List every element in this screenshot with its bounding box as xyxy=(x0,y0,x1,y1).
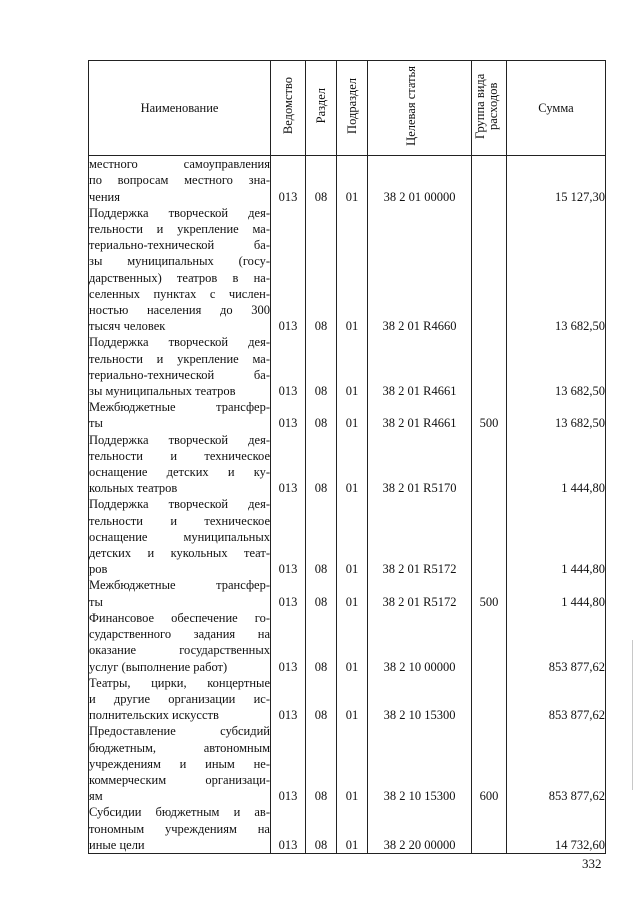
cell-subsection: 01 xyxy=(337,399,368,431)
cell-name xyxy=(89,577,271,609)
cell-target: 38 2 01 R5172 xyxy=(368,496,472,577)
cell-department: 013 xyxy=(271,675,306,724)
name-line: селенных пунктах с числен- xyxy=(89,286,270,301)
table-row xyxy=(89,723,606,804)
cell-name xyxy=(89,334,271,399)
cell-target: 38 2 01 R4661 xyxy=(368,334,472,399)
cell-section: 08 xyxy=(306,496,337,577)
cell-subsection: 01 xyxy=(337,577,368,609)
cell-name xyxy=(89,610,271,675)
header-amount: Сумма xyxy=(507,61,606,156)
cell-name xyxy=(89,432,271,497)
name-line: Субсидии бюджетным и ав- xyxy=(89,805,270,820)
cell-department: 013 xyxy=(271,432,306,497)
header-subsection: Подраздел xyxy=(337,61,368,156)
cell-subsection: 01 xyxy=(337,675,368,724)
cell-amount: 853 877,62 xyxy=(507,610,606,675)
name-line: оснащение детских и ку- xyxy=(89,465,270,480)
cell-expense-group: 500 xyxy=(472,577,507,609)
cell-expense-group xyxy=(472,675,507,724)
name-line: тономным учреждениям на xyxy=(89,821,270,836)
cell-target: 38 2 01 R4660 xyxy=(368,205,472,335)
name-line: услуг (выполнение работ) xyxy=(89,659,228,674)
name-line: тельности и укрепление ма- xyxy=(89,222,270,237)
cell-department: 013 xyxy=(271,399,306,431)
cell-target: 38 2 01 00000 xyxy=(368,156,472,205)
cell-amount: 853 877,62 xyxy=(507,675,606,724)
header-target: Целевая статья xyxy=(368,61,472,156)
cell-subsection: 01 xyxy=(337,496,368,577)
cell-section: 08 xyxy=(306,675,337,724)
cell-section: 08 xyxy=(306,334,337,399)
cell-expense-group xyxy=(472,804,507,853)
cell-department: 013 xyxy=(271,496,306,577)
cell-target: 38 2 10 15300 xyxy=(368,723,472,804)
cell-target: 38 2 01 R4661 xyxy=(368,399,472,431)
cell-department: 013 xyxy=(271,610,306,675)
name-line: по вопросам местного зна- xyxy=(89,173,270,188)
name-line: детских и кукольных теат- xyxy=(89,546,270,561)
header-section: Раздел xyxy=(306,61,337,156)
name-line: полнительских искусств xyxy=(89,708,219,723)
cell-amount: 1 444,80 xyxy=(507,496,606,577)
table-header-row xyxy=(89,61,606,156)
budget-table xyxy=(88,60,606,854)
cell-section: 08 xyxy=(306,399,337,431)
name-line: Поддержка творческой дея- xyxy=(89,335,270,350)
cell-target: 38 2 01 R5172 xyxy=(368,577,472,609)
cell-name xyxy=(89,496,271,577)
cell-section: 08 xyxy=(306,156,337,205)
cell-target: 38 2 01 R5170 xyxy=(368,432,472,497)
cell-subsection: 01 xyxy=(337,723,368,804)
cell-name xyxy=(89,205,271,335)
name-line: Межбюджетные трансфер- xyxy=(89,400,270,415)
table-row xyxy=(89,334,606,399)
cell-department: 013 xyxy=(271,334,306,399)
name-line: ям xyxy=(89,789,103,804)
name-line: ров xyxy=(89,562,108,577)
table-row xyxy=(89,675,606,724)
cell-subsection: 01 xyxy=(337,156,368,205)
name-line: Предоставление субсидий xyxy=(89,724,270,739)
name-line: ностью населения до 300 xyxy=(89,303,270,318)
cell-amount: 13 682,50 xyxy=(507,205,606,335)
name-line: Поддержка творческой дея- xyxy=(89,432,270,447)
name-line: коммерческим организаци- xyxy=(89,772,270,787)
name-line: иные цели xyxy=(89,837,145,852)
cell-department: 013 xyxy=(271,156,306,205)
cell-subsection: 01 xyxy=(337,804,368,853)
cell-section: 08 xyxy=(306,205,337,335)
cell-amount: 1 444,80 xyxy=(507,432,606,497)
cell-amount: 13 682,50 xyxy=(507,399,606,431)
cell-section: 08 xyxy=(306,610,337,675)
cell-department: 013 xyxy=(271,804,306,853)
name-line: Поддержка творческой дея- xyxy=(89,497,270,512)
cell-amount: 14 732,60 xyxy=(507,804,606,853)
margin-mark xyxy=(632,640,633,790)
cell-target: 38 2 10 15300 xyxy=(368,675,472,724)
cell-subsection: 01 xyxy=(337,432,368,497)
cell-section: 08 xyxy=(306,804,337,853)
table-row xyxy=(89,205,606,335)
cell-amount: 13 682,50 xyxy=(507,334,606,399)
cell-expense-group xyxy=(472,432,507,497)
cell-section: 08 xyxy=(306,432,337,497)
name-line: териально-технической ба- xyxy=(89,367,270,382)
cell-amount: 853 877,62 xyxy=(507,723,606,804)
table-row xyxy=(89,577,606,609)
cell-name xyxy=(89,399,271,431)
name-line: ты xyxy=(89,594,103,609)
name-line: кольных театров xyxy=(89,481,178,496)
cell-expense-group: 500 xyxy=(472,399,507,431)
cell-expense-group xyxy=(472,156,507,205)
cell-subsection: 01 xyxy=(337,205,368,335)
name-line: оказание государственных xyxy=(89,643,270,658)
cell-section: 08 xyxy=(306,577,337,609)
name-line: местного самоуправления xyxy=(89,157,270,172)
cell-amount: 1 444,80 xyxy=(507,577,606,609)
name-line: и другие организации ис- xyxy=(89,691,270,706)
table-row xyxy=(89,496,606,577)
header-expense-group: Группа вида расходов xyxy=(472,61,507,156)
name-line: Театры, цирки, концертные xyxy=(89,675,270,690)
name-line: бюджетным, автономным xyxy=(89,740,270,755)
name-line: зы муниципальных (госу- xyxy=(89,254,270,269)
table-row xyxy=(89,610,606,675)
name-line: чения xyxy=(89,189,120,204)
name-line: териально-технической ба- xyxy=(89,238,270,253)
header-department: Ведомство xyxy=(271,61,306,156)
cell-department: 013 xyxy=(271,205,306,335)
cell-expense-group xyxy=(472,496,507,577)
name-line: Межбюджетные трансфер- xyxy=(89,578,270,593)
cell-expense-group xyxy=(472,205,507,335)
table-row xyxy=(89,804,606,853)
table-row xyxy=(89,156,606,205)
cell-expense-group xyxy=(472,334,507,399)
cell-amount: 15 127,30 xyxy=(507,156,606,205)
header-name: Наименование xyxy=(89,61,271,156)
name-line: дарственных) театров в на- xyxy=(89,270,270,285)
cell-target: 38 2 20 00000 xyxy=(368,804,472,853)
table-row xyxy=(89,399,606,431)
cell-name xyxy=(89,804,271,853)
cell-department: 013 xyxy=(271,577,306,609)
cell-expense-group: 600 xyxy=(472,723,507,804)
name-line: оснащение муниципальных xyxy=(89,529,270,544)
name-line: Финансовое обеспечение го- xyxy=(89,610,270,625)
cell-name xyxy=(89,156,271,205)
cell-section: 08 xyxy=(306,723,337,804)
cell-subsection: 01 xyxy=(337,334,368,399)
page-number: 332 xyxy=(582,856,602,871)
cell-name xyxy=(89,675,271,724)
cell-expense-group xyxy=(472,610,507,675)
table-body xyxy=(89,156,606,854)
cell-subsection: 01 xyxy=(337,610,368,675)
name-line: сударственного задания на xyxy=(89,627,270,642)
cell-department: 013 xyxy=(271,723,306,804)
name-line: тысяч человек xyxy=(89,319,166,334)
name-line: тельности и укрепление ма- xyxy=(89,351,270,366)
table-row xyxy=(89,432,606,497)
name-line: Поддержка творческой дея- xyxy=(89,205,270,220)
cell-target: 38 2 10 00000 xyxy=(368,610,472,675)
name-line: тельности и техническое xyxy=(89,513,270,528)
name-line: ты xyxy=(89,416,103,431)
name-line: учреждениям и иным не- xyxy=(89,756,270,771)
name-line: тельности и техническое xyxy=(89,448,270,463)
cell-name xyxy=(89,723,271,804)
name-line: зы муниципальных театров xyxy=(89,384,236,399)
